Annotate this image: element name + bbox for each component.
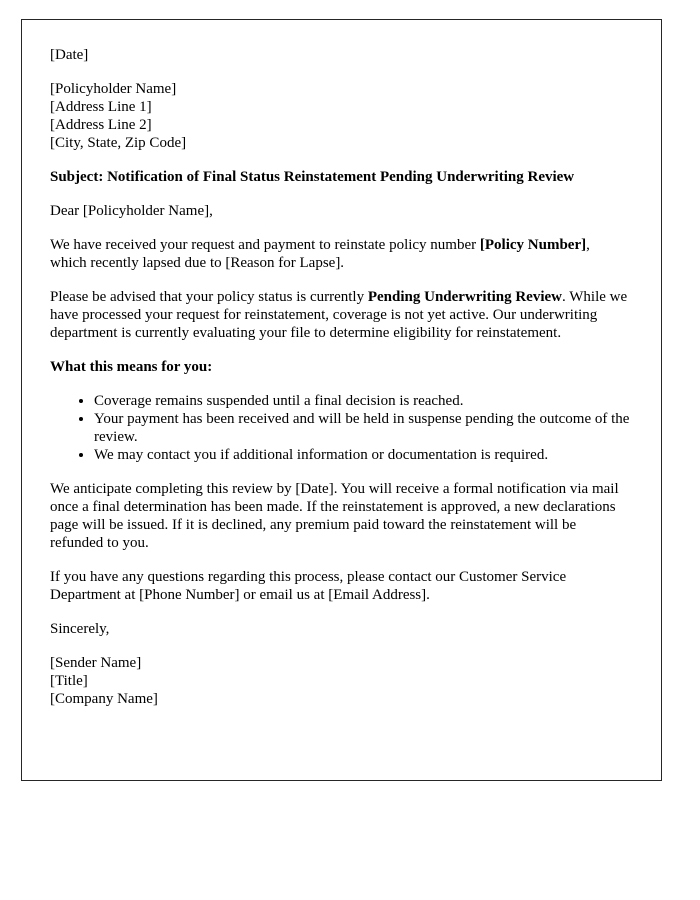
subject-line: Subject: Notification of Final Status Reinstatement Pending Underwriting Review — [50, 169, 575, 185]
date-placeholder: [Date] — [50, 47, 89, 63]
paragraph-status-text-end: . While we have processed your request for reinstatement, coverage is not yet active. Our underwriting department is currently evaluating your file to determine eligibility for reinstatement. — [50, 289, 628, 341]
salutation: Dear [Policyholder Name], — [50, 203, 213, 219]
paragraph-receipt-text-end: , which recently lapsed due to [Reason for Lapse]. — [50, 237, 590, 271]
paragraph-review-timeline: We anticipate completing this review by [Date]. You will receive a formal notification via mail once a final determination has been made. If the reinstatement is approved, a new declarations page will be issued. If it is declined, any premium paid toward the reinstatement will be refunded to you. — [50, 481, 619, 551]
recipient-name: [Policyholder Name] — [50, 81, 177, 97]
recipient-address-2: [Address Line 2] — [50, 117, 152, 133]
list-item-coverage-suspended: • Coverage remains suspended until a final decision is reached. — [94, 392, 630, 410]
paragraph-status-text: Please be advised that your policy status is currently — [50, 289, 368, 305]
paragraph-contact: If you have any questions regarding this process, please contact our Customer Service Department at [Phone Number] or email us at [Email Address]. — [50, 569, 567, 603]
sender-title-placeholder: [Title] — [50, 673, 88, 689]
closing: Sincerely, — [50, 621, 110, 637]
status-pending-label: Pending Underwriting Review — [367, 289, 563, 305]
paragraph-status — [50, 288, 630, 342]
list-item-payment-held: • Your payment has been received and will be held in suspense pending the outcome of the review. — [94, 410, 630, 446]
recipient-city-state-zip: [City, State, Zip Code] — [50, 135, 187, 151]
recipient-block — [50, 80, 630, 152]
sender-name-placeholder: [Sender Name] — [50, 655, 142, 671]
list-item-may-contact: • We may contact you if additional information or documentation is required. — [94, 446, 630, 464]
recipient-address-1: [Address Line 1] — [50, 99, 152, 115]
letter-page — [21, 19, 662, 781]
company-name-placeholder: [Company Name] — [50, 691, 158, 707]
paragraph-receipt — [50, 236, 630, 272]
key-points-list — [50, 392, 630, 464]
paragraph-receipt-text: We have received your request and payment to reinstate policy number — [50, 237, 480, 253]
signature-block — [50, 654, 630, 708]
policy-number-placeholder: [Policy Number] — [479, 237, 587, 253]
list-heading: What this means for you: — [50, 359, 213, 375]
